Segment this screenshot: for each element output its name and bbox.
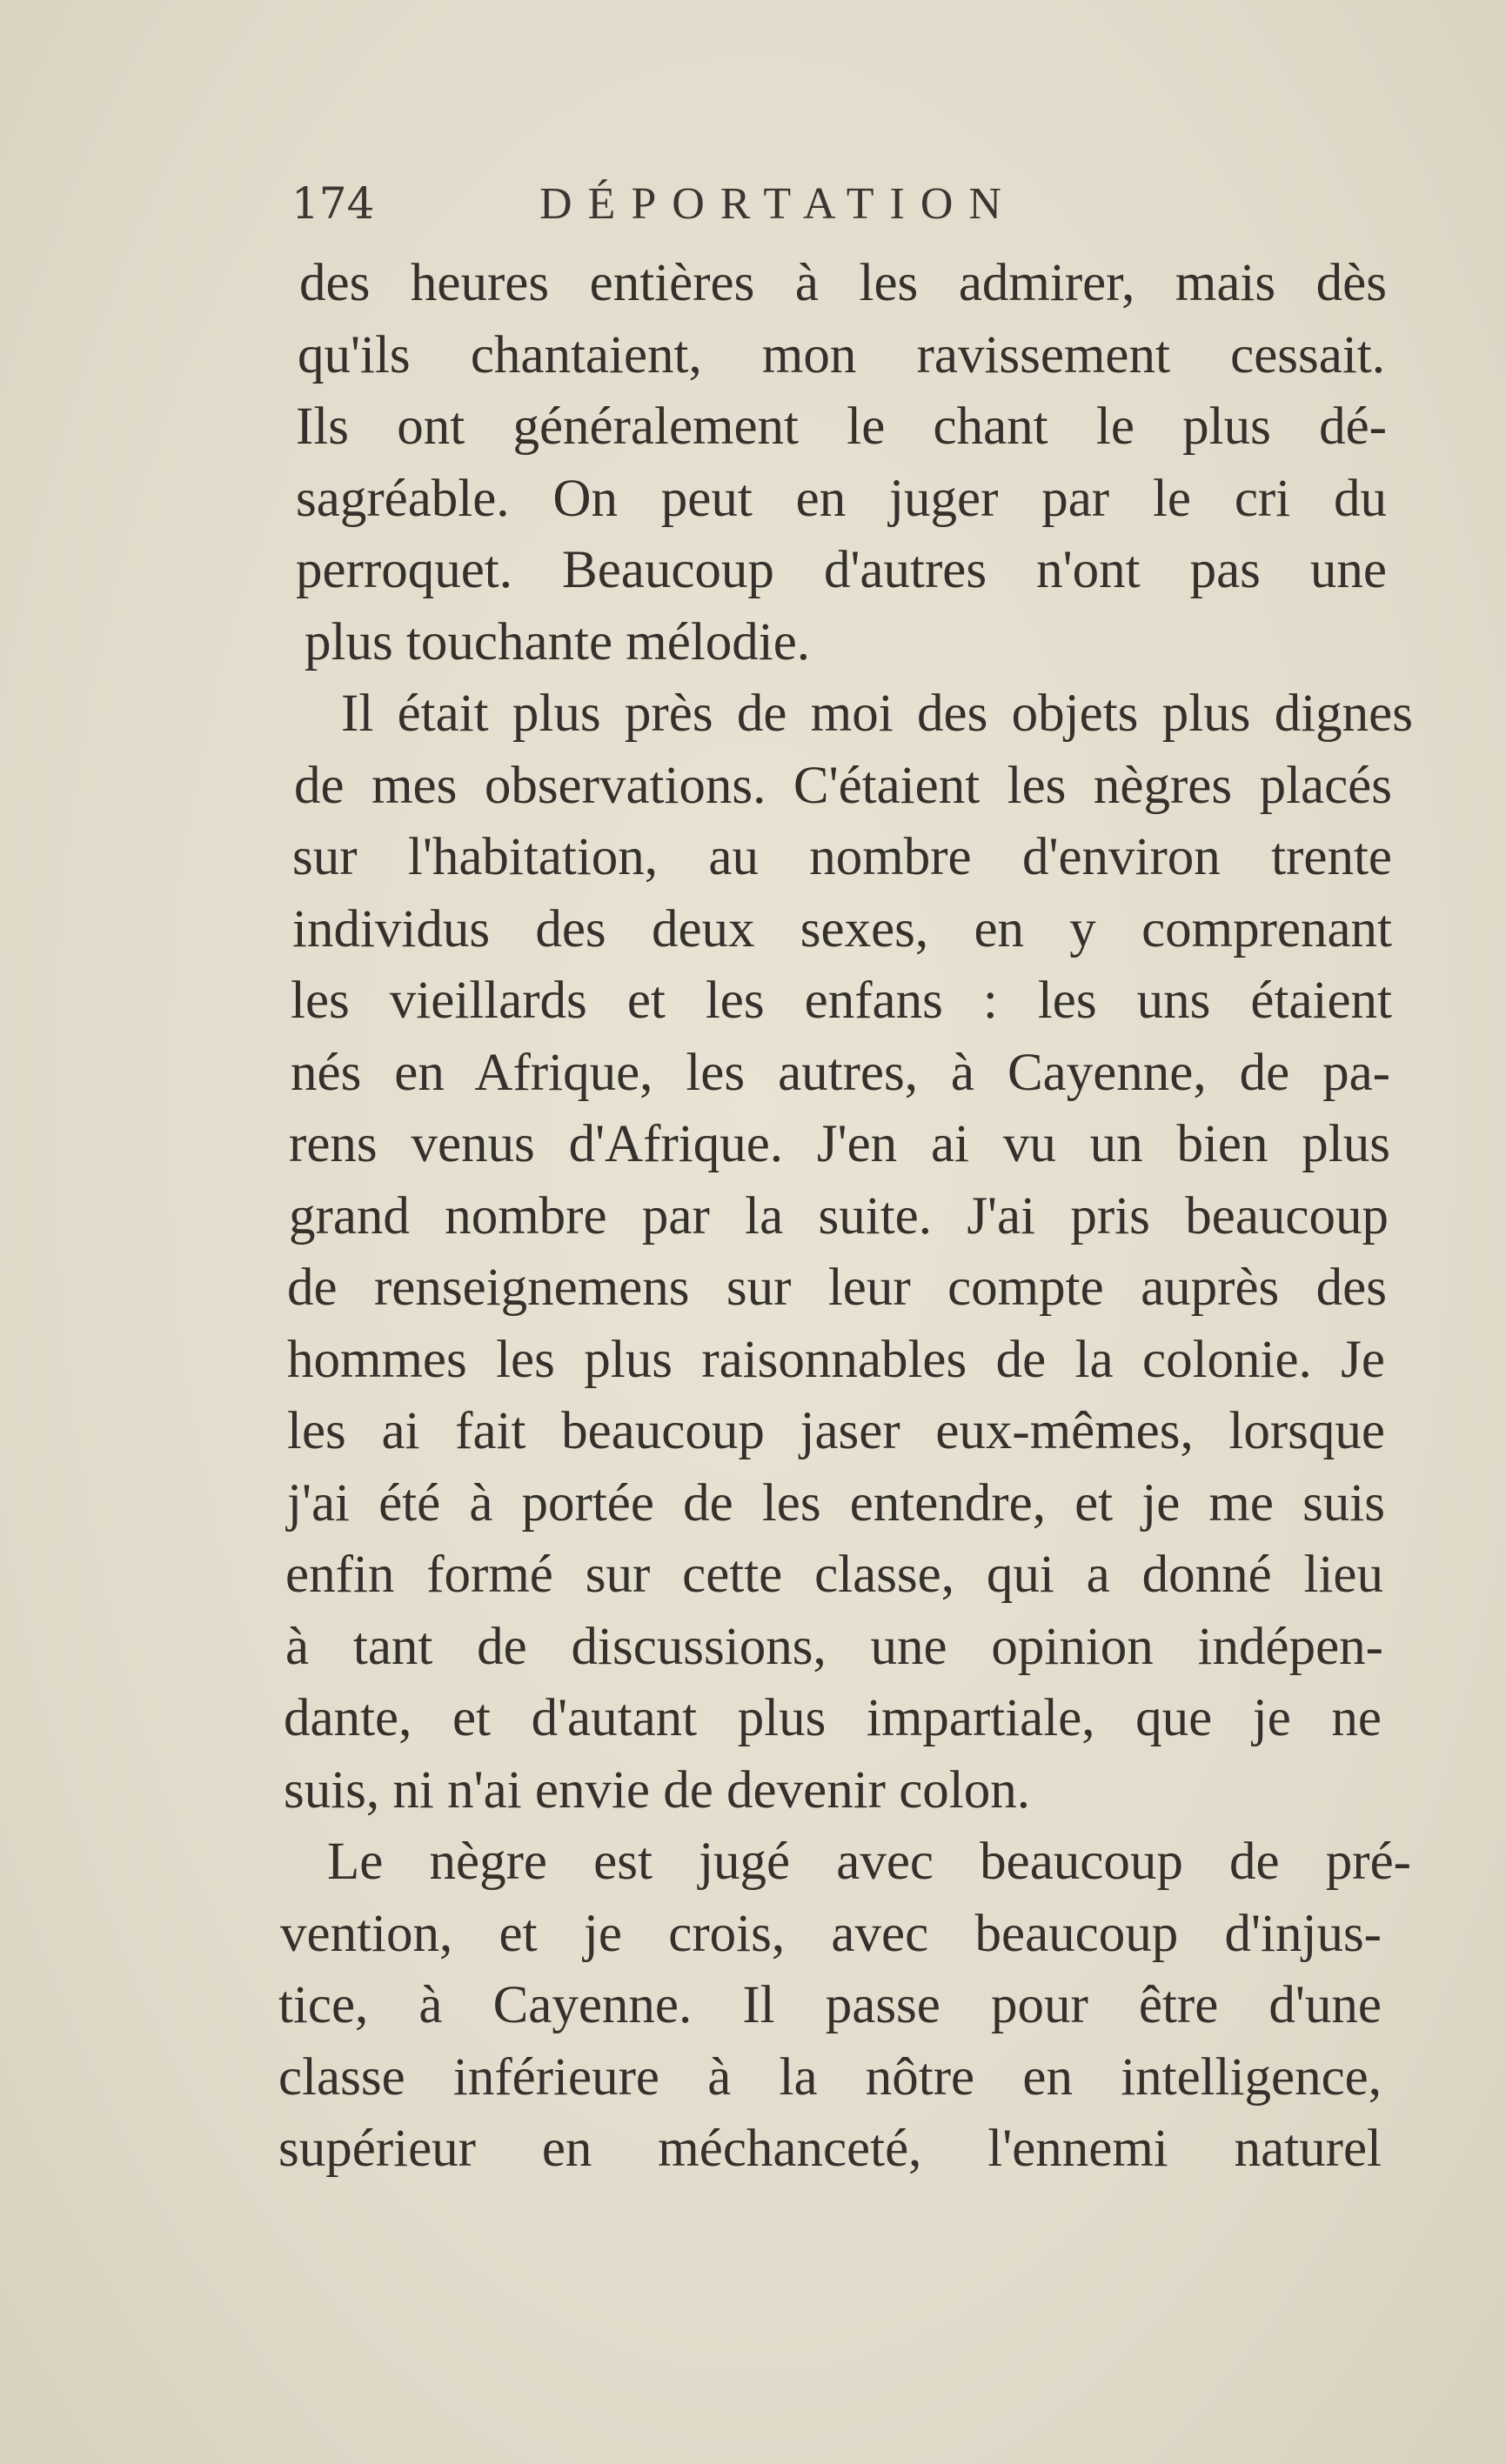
text-line: vention, et je crois, avec beaucoup d'injus- xyxy=(280,1904,1382,1963)
text-line: Ils ont généralement le chant le plus dé- xyxy=(296,397,1387,456)
text-line: qu'ils chantaient, mon ravissement cessait. xyxy=(298,325,1385,384)
text-line: de mes observations. C'étaient les nègres placés xyxy=(294,756,1392,815)
body-text xyxy=(278,248,1413,2186)
text-line: perroquet. Beaucoup d'autres n'ont pas une xyxy=(296,541,1387,599)
text-line: tice, à Cayenne. Il passe pour être d'une xyxy=(278,1976,1382,2034)
text-line: rens venus d'Afrique. J'en ai vu un bien plus xyxy=(289,1115,1390,1173)
text-line: grand nombre par la suite. J'ai pris beaucoup xyxy=(289,1186,1389,1245)
running-head: DÉPORTATION xyxy=(539,179,1017,229)
text-line: supérieur en méchanceté, l'ennemi naturel xyxy=(278,2120,1382,2178)
text-line: sur l'habitation, au nombre d'environ trente xyxy=(292,828,1392,886)
text-line: hommes les plus raisonnables de la colonie. Je xyxy=(287,1330,1385,1389)
text-line: Il était plus près de moi des objets plus dignes xyxy=(341,684,1413,743)
text-line: sagréable. On peut en juger par le cri du xyxy=(296,469,1387,528)
text-line: dante, et d'autant plus impartiale, que je ne xyxy=(284,1689,1382,1747)
text-line: enfin formé sur cette classe, qui a donné lieu xyxy=(285,1546,1383,1604)
text-line: nés en Afrique, les autres, à Cayenne, de pa- xyxy=(291,1043,1390,1102)
text-line: les vieillards et les enfans : les uns étaient xyxy=(291,972,1392,1030)
text-line: les ai fait beaucoup jaser eux-mêmes, lorsque xyxy=(287,1402,1385,1460)
page-number: 174 xyxy=(291,178,375,229)
text-line: plus touchante mélodie. xyxy=(305,612,811,671)
text-line: des heures entières à les admirer, mais dès xyxy=(299,254,1387,312)
text-line: de renseignemens sur leur compte auprès des xyxy=(287,1259,1387,1317)
page-header xyxy=(291,178,1170,239)
text-line: Le nègre est jugé avec beaucoup de pré- xyxy=(327,1833,1411,1891)
text-line: j'ai été à portée de les entendre, et je me suis xyxy=(287,1473,1385,1532)
text-line: suis, ni n'ai envie de devenir colon. xyxy=(284,1760,1030,1820)
text-line: individus des deux sexes, en y comprenant xyxy=(292,899,1392,958)
text-line: classe inférieure à la nôtre en intelligence, xyxy=(278,2047,1382,2107)
text-line: à tant de discussions, une opinion indépen- xyxy=(285,1617,1383,1676)
